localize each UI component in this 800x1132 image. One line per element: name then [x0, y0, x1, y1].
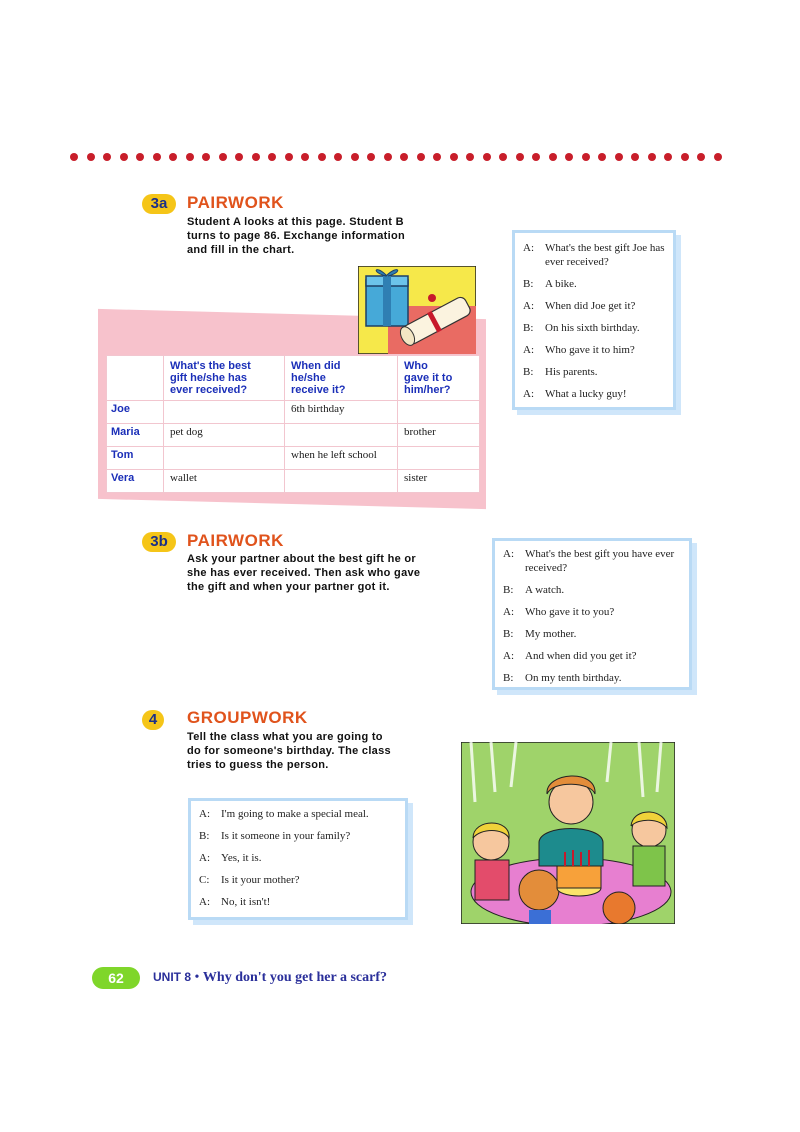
dialog-line	[503, 627, 681, 641]
dialog-box-3a	[512, 230, 676, 410]
section-3b-instructions	[187, 552, 487, 594]
table-row	[107, 470, 480, 493]
divider-dot	[450, 153, 458, 161]
divider-dot	[252, 153, 260, 161]
speaker-label: B:	[199, 830, 210, 842]
speaker-label: A:	[199, 896, 210, 908]
dialog-text: Yes, it is.	[221, 852, 262, 864]
divider-dot	[202, 153, 210, 161]
dialog-line	[523, 321, 665, 335]
divider-dot	[136, 153, 144, 161]
instruction-line: Tell the class what you are going to	[187, 731, 383, 743]
dialog-text: Who gave it to you?	[525, 606, 615, 618]
row-name: Maria	[107, 424, 164, 447]
divider-dot	[532, 153, 540, 161]
speaker-label: B:	[523, 322, 534, 334]
cell-who[interactable]: sister	[398, 470, 480, 493]
chart-header-who	[398, 356, 480, 401]
instruction-line: the gift and when your partner got it.	[187, 581, 390, 593]
cell-gift[interactable]: pet dog	[164, 424, 285, 447]
page-number-badge: 62	[92, 967, 140, 989]
header-line: When did	[291, 360, 341, 372]
instruction-line: turns to page 86. Exchange information	[187, 230, 405, 242]
dialog-line	[523, 365, 665, 379]
speaker-label: A:	[523, 388, 534, 400]
dialog-box-3b	[492, 538, 692, 690]
instruction-line: tries to guess the person.	[187, 759, 329, 771]
footer-unit: UNIT 8	[153, 970, 192, 984]
dialog-text: And when did you get it?	[525, 650, 637, 662]
row-name: Joe	[107, 401, 164, 424]
dialog-text: Is it someone in your family?	[221, 830, 351, 842]
header-line: he/she	[291, 372, 326, 384]
dialog-line	[523, 387, 665, 401]
dialog-line	[199, 807, 397, 821]
cell-who[interactable]: brother	[398, 424, 480, 447]
divider-dot	[565, 153, 573, 161]
cell-gift[interactable]	[164, 447, 285, 470]
dialog-line	[199, 873, 397, 887]
dialog-line	[503, 547, 681, 575]
divider-dot	[268, 153, 276, 161]
divider-dot	[334, 153, 342, 161]
speaker-label: A:	[199, 808, 210, 820]
row-name: Tom	[107, 447, 164, 470]
cell-gift[interactable]	[164, 401, 285, 424]
section-3a-title: PAIRWORK	[187, 193, 284, 212]
instruction-line: and fill in the chart.	[187, 244, 295, 256]
dialog-text: I'm going to make a special meal.	[221, 808, 369, 820]
chart-header-empty	[107, 356, 164, 401]
speaker-label: A:	[503, 606, 514, 618]
table-row	[107, 401, 480, 424]
divider-dot	[169, 153, 177, 161]
dialog-line	[503, 605, 681, 619]
dialog-text: What's the best gift Joe has ever received?	[545, 242, 665, 268]
section-4-instructions	[187, 730, 467, 772]
divider-dot	[367, 153, 375, 161]
dialog-text: What's the best gift you have ever received?	[525, 548, 675, 574]
instruction-line: Ask your partner about the best gift he or	[187, 553, 416, 565]
dialog-text: What a lucky guy!	[545, 388, 627, 400]
footer-title: Why don't you get her a scarf?	[202, 970, 387, 985]
speaker-label: B:	[503, 628, 514, 640]
header-line: What's the best	[170, 360, 251, 372]
gift-box-illustration	[358, 266, 476, 354]
speaker-label: A:	[523, 300, 534, 312]
header-line: gave it to	[404, 372, 453, 384]
birthday-party-illustration	[461, 742, 675, 924]
divider-dot	[697, 153, 705, 161]
divider-dot	[615, 153, 623, 161]
cell-when[interactable]	[285, 424, 398, 447]
dialog-line	[199, 851, 397, 865]
section-3a-badge: 3a	[142, 194, 176, 214]
dialog-line	[523, 277, 665, 291]
dialog-text: Who gave it to him?	[545, 344, 635, 356]
header-line: gift he/she has	[170, 372, 248, 384]
divider-dot	[186, 153, 194, 161]
divider-dot	[153, 153, 161, 161]
dialog-text: No, it isn't!	[221, 896, 271, 908]
dialog-line	[199, 895, 397, 909]
cell-who[interactable]	[398, 401, 480, 424]
cell-gift[interactable]: wallet	[164, 470, 285, 493]
divider-dot	[318, 153, 326, 161]
dialog-line	[503, 583, 681, 597]
dialog-line	[523, 241, 665, 269]
speaker-label: A:	[503, 650, 514, 662]
cell-when[interactable]: when he left school	[285, 447, 398, 470]
table-row	[107, 424, 480, 447]
chart-header-gift	[164, 356, 285, 401]
divider-dot	[466, 153, 474, 161]
table-row	[107, 447, 480, 470]
speaker-label: B:	[523, 366, 534, 378]
dialog-text: My mother.	[525, 628, 577, 640]
divider-dot	[598, 153, 606, 161]
divider-dot	[285, 153, 293, 161]
dialog-box-4	[188, 798, 408, 920]
dialog-line	[503, 671, 681, 685]
speaker-label: C:	[199, 874, 210, 886]
speaker-label: A:	[503, 548, 514, 560]
section-4-badge: 4	[142, 710, 164, 730]
section-4-title: GROUPWORK	[187, 708, 308, 727]
header-line: ever received?	[170, 384, 248, 396]
section-3b-title: PAIRWORK	[187, 531, 284, 550]
divider-dot	[433, 153, 441, 161]
divider-dot	[235, 153, 243, 161]
section-3b-badge: 3b	[142, 532, 176, 552]
speaker-label: B:	[523, 278, 534, 290]
divider-dot	[219, 153, 227, 161]
instruction-line: she has ever received. Then ask who gave	[187, 567, 421, 579]
speaker-label: B:	[503, 584, 514, 596]
divider-dot	[648, 153, 656, 161]
chart-header-row	[107, 356, 480, 401]
divider-dot	[483, 153, 491, 161]
gift-chart-table	[106, 355, 480, 493]
dialog-text: A bike.	[545, 278, 577, 290]
divider-dot	[400, 153, 408, 161]
dialog-text: Is it your mother?	[221, 874, 300, 886]
divider-dot	[681, 153, 689, 161]
divider-dot	[417, 153, 425, 161]
header-line: receive it?	[291, 384, 346, 396]
divider-dot	[70, 153, 78, 161]
speaker-label: B:	[503, 672, 514, 684]
cell-when[interactable]: 6th birthday	[285, 401, 398, 424]
divider-dot	[351, 153, 359, 161]
divider-dot	[516, 153, 524, 161]
section-3a-instructions	[187, 215, 477, 257]
dialog-text: On my tenth birthday.	[525, 672, 622, 684]
divider-dot	[103, 153, 111, 161]
cell-when[interactable]	[285, 470, 398, 493]
dialog-line	[523, 299, 665, 313]
footer-bullet: •	[194, 970, 200, 985]
chart-header-when	[285, 356, 398, 401]
divider-dot	[87, 153, 95, 161]
divider-dot	[549, 153, 557, 161]
divider-dot	[384, 153, 392, 161]
speaker-label: A:	[523, 344, 534, 356]
row-name: Vera	[107, 470, 164, 493]
divider-dot	[664, 153, 672, 161]
footer-running-title	[153, 970, 387, 986]
divider-dot	[301, 153, 309, 161]
speaker-label: A:	[199, 852, 210, 864]
header-line: him/her?	[404, 384, 451, 396]
dotted-divider	[70, 150, 722, 164]
dialog-line	[503, 649, 681, 663]
instruction-line: Student A looks at this page. Student B	[187, 216, 404, 228]
cell-who[interactable]	[398, 447, 480, 470]
dialog-text: A watch.	[525, 584, 565, 596]
divider-dot	[582, 153, 590, 161]
dialog-text: His parents.	[545, 366, 598, 378]
dialog-text: When did Joe get it?	[545, 300, 636, 312]
divider-dot	[120, 153, 128, 161]
header-line: Who	[404, 360, 428, 372]
dialog-line	[199, 829, 397, 843]
divider-dot	[499, 153, 507, 161]
instruction-line: do for someone's birthday. The class	[187, 745, 391, 757]
divider-dot	[631, 153, 639, 161]
dialog-line	[523, 343, 665, 357]
dialog-text: On his sixth birthday.	[545, 322, 640, 334]
divider-dot	[714, 153, 722, 161]
speaker-label: A:	[523, 242, 534, 254]
